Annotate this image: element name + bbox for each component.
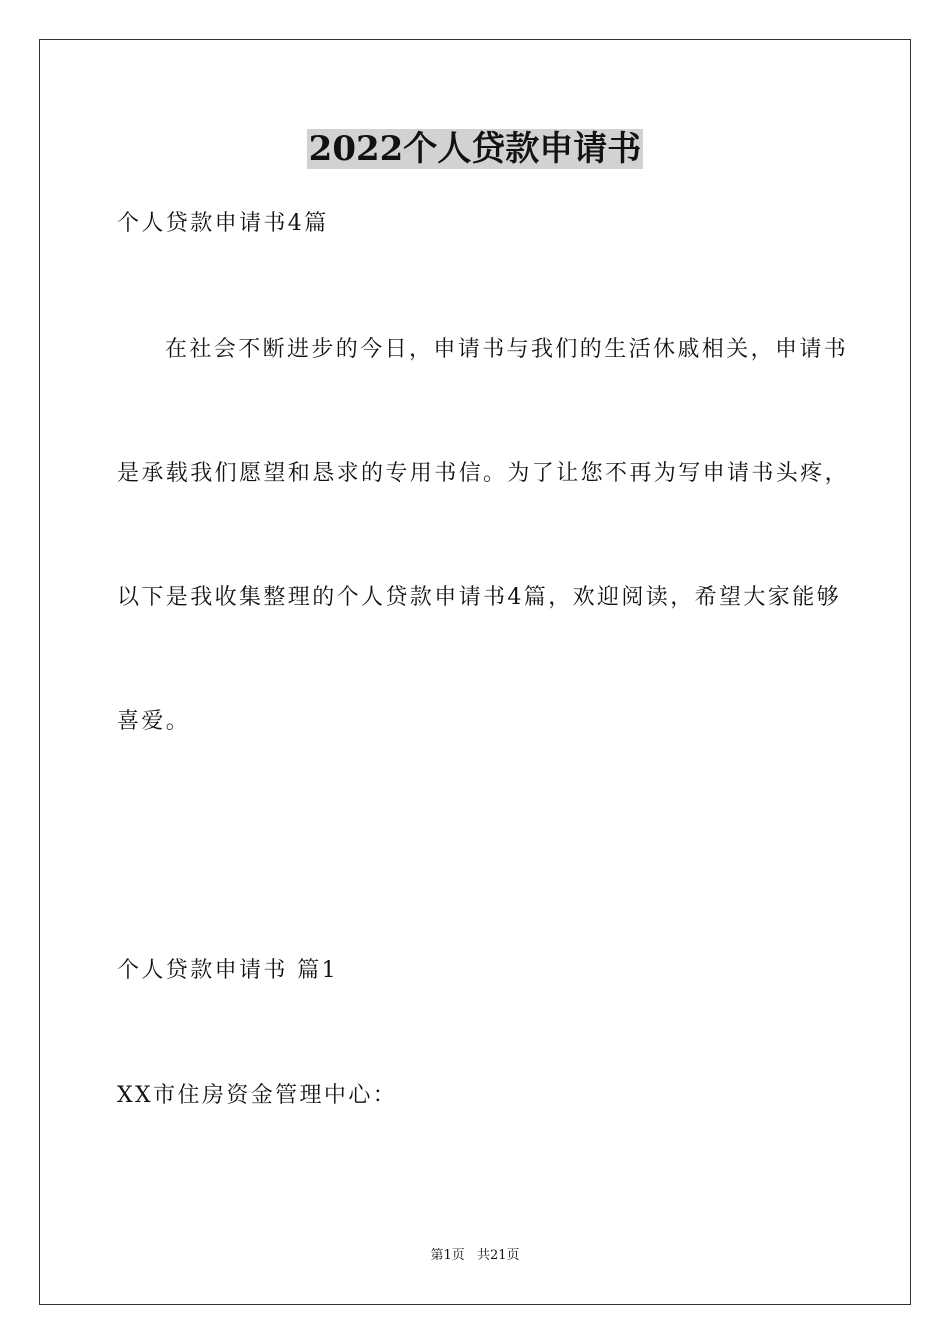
intro-line-4: 喜爱。 [117,709,191,734]
intro-line-1: 在社会不断进步的今日，申请书与我们的生活休戚相关，申请书 [165,337,849,362]
document-title-text: 2022个人贷款申请书 [308,129,642,169]
section-heading: 个人贷款申请书 篇1 [117,958,338,983]
document-title [0,126,950,172]
page-number: 第1页 [430,1248,465,1263]
intro-line-3: 以下是我收集整理的个人贷款申请书4篇，欢迎阅读，希望大家能够 [117,585,841,610]
page-footer [0,1247,950,1265]
page-total: 共21页 [476,1248,520,1263]
intro-line-2: 是承载我们愿望和恳求的专用书信。为了让您不再为写申请书头疼， [117,461,850,486]
salutation: XX市住房资金管理中心： [117,1083,398,1108]
document-subtitle: 个人贷款申请书4篇 [117,211,329,236]
